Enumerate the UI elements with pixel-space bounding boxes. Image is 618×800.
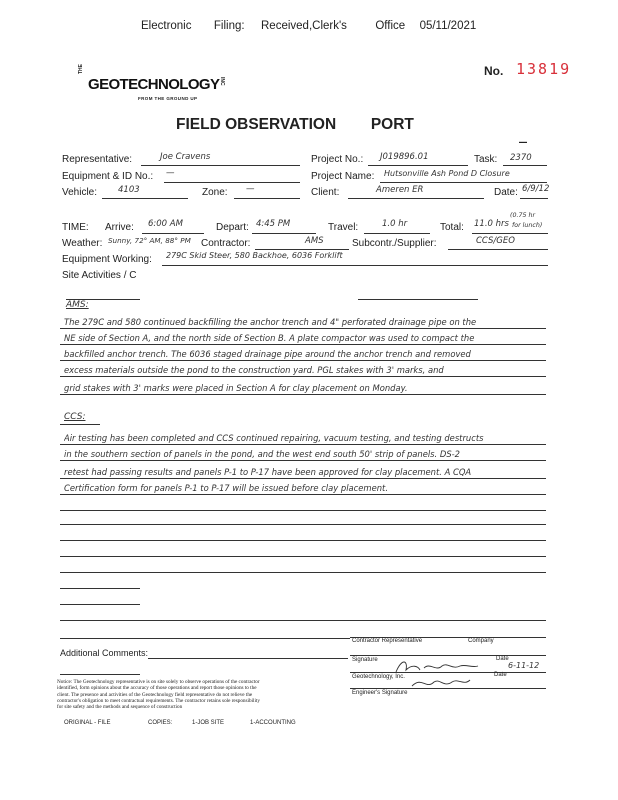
subcontr-value: CCS/GEO: [476, 236, 515, 246]
total-note-line2: for lunch): [512, 222, 543, 229]
ams-line: grid stakes with 3' marks were placed in Section A for clay placement on Monday.: [64, 383, 408, 393]
notice-line: Notice: The Geotechnology representative is on site solely to observe operations of the contractor: [57, 679, 260, 685]
notice-line: identified, form opinions about the accuracy of those operations and report those opinions to the: [57, 685, 257, 692]
depart-label: Depart:: [216, 222, 249, 233]
ams-line: backfilled anchor trench. The 6036 staged drainage pipe around the anchor trench and removed: [64, 349, 471, 359]
travel-label: Travel:: [328, 222, 359, 233]
company-label: Company: [468, 638, 494, 644]
date-label-1: Date: [496, 656, 509, 662]
signoff-date-value: 6-11-12: [508, 661, 540, 670]
logo-name: GEOTECHNOLOGY: [88, 76, 220, 93]
vehicle-value: 4103: [118, 185, 140, 195]
logo-tagline: FROM THE GROUND UP: [138, 96, 198, 101]
subcontr-label: Subcontr./Supplier:: [352, 238, 437, 249]
report-number: 13819: [516, 60, 572, 78]
distribution-job-site: 1-JOB SITE: [192, 720, 225, 726]
total-value: 11.0 hrs: [474, 219, 509, 229]
notice-line: contractor's obligation to meet contractual requirements. The contractor retains sole responsibility: [57, 697, 260, 704]
distribution-accounting: 1-ACCOUNTING: [250, 720, 296, 726]
task-value: 2370: [510, 153, 532, 163]
equipment-id-value: —: [166, 168, 175, 178]
contractor-label: Contractor:: [201, 238, 251, 249]
form-title: [176, 116, 414, 134]
notice-text: [57, 679, 260, 710]
total-label: Total:: [440, 222, 464, 233]
depart-value: 4:45 PM: [256, 219, 291, 229]
project-no-label: Project No.:: [311, 154, 364, 165]
zone-label: Zone:: [202, 187, 228, 198]
total-note-line1: (0.75 hr: [510, 212, 536, 219]
filing-stamp: [141, 20, 476, 32]
weather-label: Weather:: [62, 238, 103, 249]
vehicle-label: Vehicle:: [62, 187, 98, 198]
form-title-part2: PORT: [370, 116, 414, 133]
travel-value: 1.0 hr: [382, 219, 408, 229]
filing-date: 05/11/2021: [419, 20, 477, 32]
equipment-working-label: Equipment Working:: [62, 254, 152, 265]
project-name-label: Project Name:: [311, 171, 375, 182]
filing-word-received: Received,Clerk's: [261, 20, 347, 32]
filing-word-office: Office: [375, 20, 406, 32]
engineer-signature: [408, 674, 472, 692]
logo-inc: INC: [219, 77, 225, 86]
logo-the: THE: [78, 64, 84, 74]
site-activities-label: Site Activities / C: [62, 270, 137, 281]
title-mark: ▬▬: [519, 139, 527, 144]
representative-label: Representative:: [62, 154, 133, 165]
filing-word-filing: Filing:: [213, 20, 245, 32]
engineer-signature-label: Engineer's Signature: [352, 690, 408, 696]
ams-line: excess materials outside the pond to the construction yard. PGL stakes with 3' marks, and: [64, 365, 444, 375]
ams-line: NE side of Section A, and the north side of Section B. A plate compactor was used to compact the: [64, 333, 475, 343]
ams-heading: AMS:: [66, 300, 89, 310]
distribution-original: ORIGINAL - FILE: [64, 720, 111, 726]
date-label: Date:: [494, 187, 518, 198]
representative-value: Joe Cravens: [160, 152, 211, 162]
geotechnology-inc-label: Geotechnology, Inc.: [352, 674, 405, 680]
filing-word-electronic: Electronic: [141, 20, 192, 32]
client-value: Ameren ER: [376, 185, 424, 195]
contractor-value: AMS: [305, 236, 324, 246]
notice-line: for site safety and the methods and sequence of construction: [57, 704, 183, 711]
arrive-value: 6:00 AM: [148, 219, 183, 229]
project-name-value: Hutsonville Ash Pond D Closure: [384, 169, 510, 178]
equipment-id-label: Equipment & ID No.:: [62, 171, 154, 182]
task-label: Task:: [474, 154, 498, 165]
contractor-rep-label: Contractor Representative: [352, 638, 423, 644]
time-label: TIME:: [62, 222, 89, 233]
zone-value: —: [246, 184, 255, 194]
ccs-line: in the southern section of panels in the pond, and the west end south 50' strip of panels. DS-2: [64, 449, 460, 459]
ccs-line: Certification form for panels P-1 to P-17 will be issued before clay placement.: [64, 483, 388, 493]
ccs-line: retest had passing results and panels P-1 to P-17 have been approved for clay placement. A CQA: [64, 467, 472, 477]
ccs-line: Air testing has been completed and CCS continued repairing, vacuum testing, and testing destructs: [64, 433, 484, 443]
weather-value: Sunny, 72° AM, 88° PM: [108, 236, 191, 245]
equipment-working-value: 279C Skid Steer, 580 Backhoe, 6036 Forklift: [166, 251, 343, 260]
client-label: Client:: [311, 187, 340, 198]
form-title-part1: FIELD OBSERVATION: [176, 116, 337, 133]
ccs-heading: CCS:: [64, 412, 86, 422]
signature-label: Signature: [352, 657, 378, 663]
additional-comments-label: Additional Comments:: [60, 648, 149, 658]
date-value: 6/9/12: [522, 184, 550, 194]
date-label-2: Date: [494, 672, 507, 678]
arrive-label: Arrive:: [105, 222, 134, 233]
project-no-value: J019896.01: [380, 152, 429, 162]
ams-line: The 279C and 580 continued backfilling the anchor trench and 4" perforated drainage pipe on the: [64, 317, 477, 327]
distribution-copies: COPIES:: [148, 720, 173, 726]
notice-line: client. The presence and activities of the Geotechnology field representative do not relieve the: [57, 691, 253, 698]
report-no-label: No.: [484, 64, 504, 78]
